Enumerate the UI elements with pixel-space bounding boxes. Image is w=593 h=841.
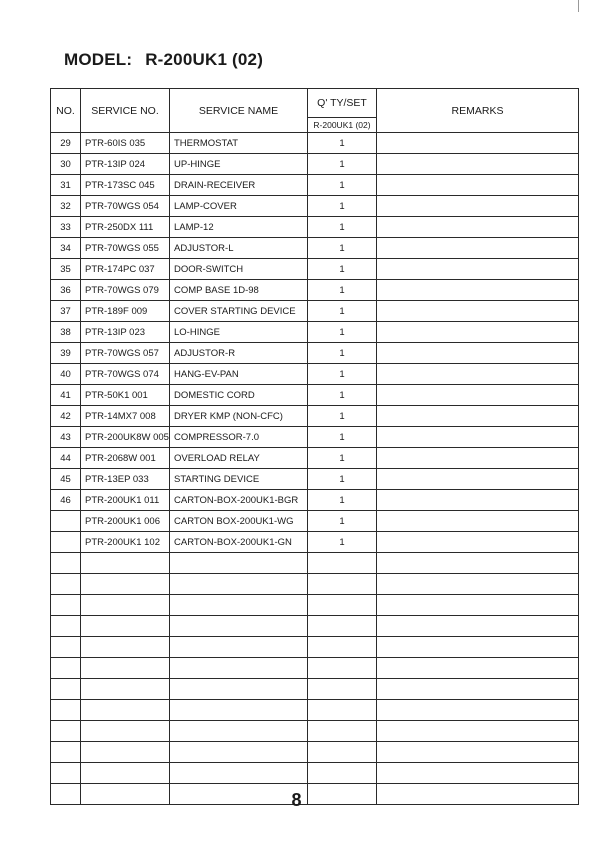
service-name-cell [170,553,308,574]
service-name-cell [170,637,308,658]
column-header-no: NO. [51,89,81,133]
row-number: 34 [51,238,81,259]
quantity-cell: 1 [308,364,377,385]
table-row [51,532,579,553]
quantity-cell: 1 [308,511,377,532]
row-number [51,721,81,742]
service-number-cell: PTR-70WGS 057 [81,343,170,364]
service-name-cell [170,595,308,616]
row-number [51,574,81,595]
quantity-cell: 1 [308,343,377,364]
table-row [51,721,579,742]
table-row [51,343,579,364]
service-name-cell: CARTON BOX-200UK1-WG [170,511,308,532]
service-number-cell [81,763,170,784]
service-number-cell [81,595,170,616]
table-header [51,89,579,133]
service-number-cell: PTR-250DX 111 [81,217,170,238]
service-number-cell: PTR-13IP 023 [81,322,170,343]
remarks-cell [377,679,579,700]
quantity-cell: 1 [308,469,377,490]
quantity-cell: 1 [308,238,377,259]
table-row [51,133,579,154]
remarks-cell [377,574,579,595]
row-number [51,553,81,574]
table-row [51,196,579,217]
service-number-cell: PTR-50K1 001 [81,385,170,406]
quantity-cell: 1 [308,154,377,175]
remarks-cell [377,406,579,427]
row-number [51,679,81,700]
remarks-cell [377,217,579,238]
row-number: 38 [51,322,81,343]
service-name-cell: ADJUSTOR-L [170,238,308,259]
service-name-cell [170,742,308,763]
quantity-cell: 1 [308,385,377,406]
table-row [51,469,579,490]
service-name-cell [170,574,308,595]
row-number: 41 [51,385,81,406]
table-row [51,217,579,238]
row-number: 32 [51,196,81,217]
quantity-cell: 1 [308,448,377,469]
remarks-cell [377,238,579,259]
column-header-qty: Q' TY/SET [308,89,377,118]
service-number-cell: PTR-70WGS 055 [81,238,170,259]
service-number-cell [81,658,170,679]
table-row [51,238,579,259]
service-name-cell [170,679,308,700]
service-number-cell: PTR-174PC 037 [81,259,170,280]
row-number [51,595,81,616]
service-number-cell: PTR-70WGS 054 [81,196,170,217]
service-name-cell: THERMOSTAT [170,133,308,154]
service-name-cell [170,616,308,637]
quantity-cell: 1 [308,322,377,343]
quantity-cell: 1 [308,133,377,154]
remarks-cell [377,637,579,658]
quantity-cell: 1 [308,301,377,322]
row-number: 31 [51,175,81,196]
parts-list-table [50,88,579,805]
service-number-cell: PTR-70WGS 079 [81,280,170,301]
service-name-cell: LAMP-12 [170,217,308,238]
table-row [51,511,579,532]
quantity-cell [308,595,377,616]
column-header-remarks: REMARKS [377,89,579,133]
model-value: R-200UK1 (02) [145,50,264,69]
quantity-cell: 1 [308,196,377,217]
row-number: 40 [51,364,81,385]
row-number: 39 [51,343,81,364]
service-number-cell [81,574,170,595]
table-row [51,637,579,658]
service-name-cell: DRYER KMP (NON-CFC) [170,406,308,427]
service-name-cell: UP-HINGE [170,154,308,175]
service-number-cell [81,616,170,637]
remarks-cell [377,511,579,532]
row-number [51,616,81,637]
quantity-cell [308,574,377,595]
service-number-cell: PTR-200UK8W 005 [81,427,170,448]
table-row [51,364,579,385]
remarks-cell [377,154,579,175]
service-name-cell: HANG-EV-PAN [170,364,308,385]
remarks-cell [377,322,579,343]
quantity-cell: 1 [308,427,377,448]
remarks-cell [377,259,579,280]
service-number-cell [81,700,170,721]
quantity-cell: 1 [308,280,377,301]
quantity-cell: 1 [308,259,377,280]
table-row [51,406,579,427]
remarks-cell [377,721,579,742]
remarks-cell [377,301,579,322]
remarks-cell [377,700,579,721]
model-label: MODEL: [64,50,133,69]
table-row [51,679,579,700]
quantity-cell: 1 [308,217,377,238]
table-row [51,763,579,784]
remarks-cell [377,658,579,679]
service-name-cell [170,763,308,784]
column-header-service-name: SERVICE NAME [170,89,308,133]
service-name-cell [170,658,308,679]
remarks-cell [377,175,579,196]
remarks-cell [377,490,579,511]
table-row [51,301,579,322]
remarks-cell [377,364,579,385]
table-row [51,700,579,721]
service-number-cell: PTR-13EP 033 [81,469,170,490]
table-row [51,322,579,343]
row-number: 29 [51,133,81,154]
remarks-cell [377,553,579,574]
service-number-cell: PTR-2068W 001 [81,448,170,469]
service-name-cell: COMP BASE 1D-98 [170,280,308,301]
remarks-cell [377,448,579,469]
service-number-cell [81,637,170,658]
column-header-service-no: SERVICE NO. [81,89,170,133]
service-name-cell: ADJUSTOR-R [170,343,308,364]
remarks-cell [377,385,579,406]
remarks-cell [377,133,579,154]
service-number-cell: PTR-200UK1 011 [81,490,170,511]
service-name-cell: COMPRESSOR-7.0 [170,427,308,448]
row-number: 37 [51,301,81,322]
service-name-cell: CARTON-BOX-200UK1-BGR [170,490,308,511]
service-name-cell: LO-HINGE [170,322,308,343]
table-row [51,658,579,679]
table-row [51,427,579,448]
table-row [51,154,579,175]
service-name-cell: STARTING DEVICE [170,469,308,490]
row-number [51,637,81,658]
remarks-cell [377,595,579,616]
quantity-cell [308,679,377,700]
service-number-cell: PTR-60IS 035 [81,133,170,154]
table-row [51,553,579,574]
remarks-cell [377,532,579,553]
service-number-cell: PTR-70WGS 074 [81,364,170,385]
service-number-cell [81,553,170,574]
quantity-cell: 1 [308,406,377,427]
service-name-cell: COVER STARTING DEVICE [170,301,308,322]
remarks-cell [377,469,579,490]
table-row [51,448,579,469]
row-number: 33 [51,217,81,238]
table-row [51,175,579,196]
row-number: 36 [51,280,81,301]
service-number-cell: PTR-189F 009 [81,301,170,322]
quantity-cell [308,763,377,784]
service-number-cell: PTR-13IP 024 [81,154,170,175]
table-row [51,595,579,616]
quantity-cell [308,700,377,721]
remarks-cell [377,763,579,784]
row-number: 46 [51,490,81,511]
remarks-cell [377,343,579,364]
row-number: 35 [51,259,81,280]
row-number: 45 [51,469,81,490]
table-row [51,280,579,301]
row-number [51,700,81,721]
row-number: 44 [51,448,81,469]
remarks-cell [377,616,579,637]
quantity-cell [308,616,377,637]
service-name-cell: LAMP-COVER [170,196,308,217]
service-number-cell [81,742,170,763]
row-number [51,742,81,763]
qty-model-subheader: R-200UK1 (02) [308,118,377,133]
service-number-cell [81,679,170,700]
remarks-cell [377,196,579,217]
service-number-cell: PTR-14MX7 008 [81,406,170,427]
quantity-cell [308,637,377,658]
table-row [51,490,579,511]
service-name-cell: DOOR-SWITCH [170,259,308,280]
row-number: 43 [51,427,81,448]
quantity-cell: 1 [308,490,377,511]
quantity-cell [308,721,377,742]
scan-edge-mark [578,0,579,12]
service-number-cell [81,721,170,742]
service-name-cell: OVERLOAD RELAY [170,448,308,469]
service-name-cell: DOMESTIC CORD [170,385,308,406]
row-number [51,763,81,784]
service-name-cell: DRAIN-RECEIVER [170,175,308,196]
page-title [64,50,263,70]
quantity-cell [308,553,377,574]
table-row [51,616,579,637]
remarks-cell [377,280,579,301]
service-name-cell: CARTON-BOX-200UK1-GN [170,532,308,553]
remarks-cell [377,742,579,763]
table-row [51,742,579,763]
page-number: 8 [291,790,302,810]
service-number-cell: PTR-200UK1 006 [81,511,170,532]
row-number [51,511,81,532]
row-number: 30 [51,154,81,175]
table-body [51,133,579,805]
service-name-cell [170,700,308,721]
quantity-cell: 1 [308,175,377,196]
table-row [51,259,579,280]
quantity-cell [308,742,377,763]
table-row [51,385,579,406]
remarks-cell [377,427,579,448]
row-number: 42 [51,406,81,427]
table-row [51,574,579,595]
service-number-cell: PTR-200UK1 102 [81,532,170,553]
row-number [51,532,81,553]
service-number-cell: PTR-173SC 045 [81,175,170,196]
service-name-cell [170,721,308,742]
row-number [51,658,81,679]
quantity-cell: 1 [308,532,377,553]
quantity-cell [308,658,377,679]
